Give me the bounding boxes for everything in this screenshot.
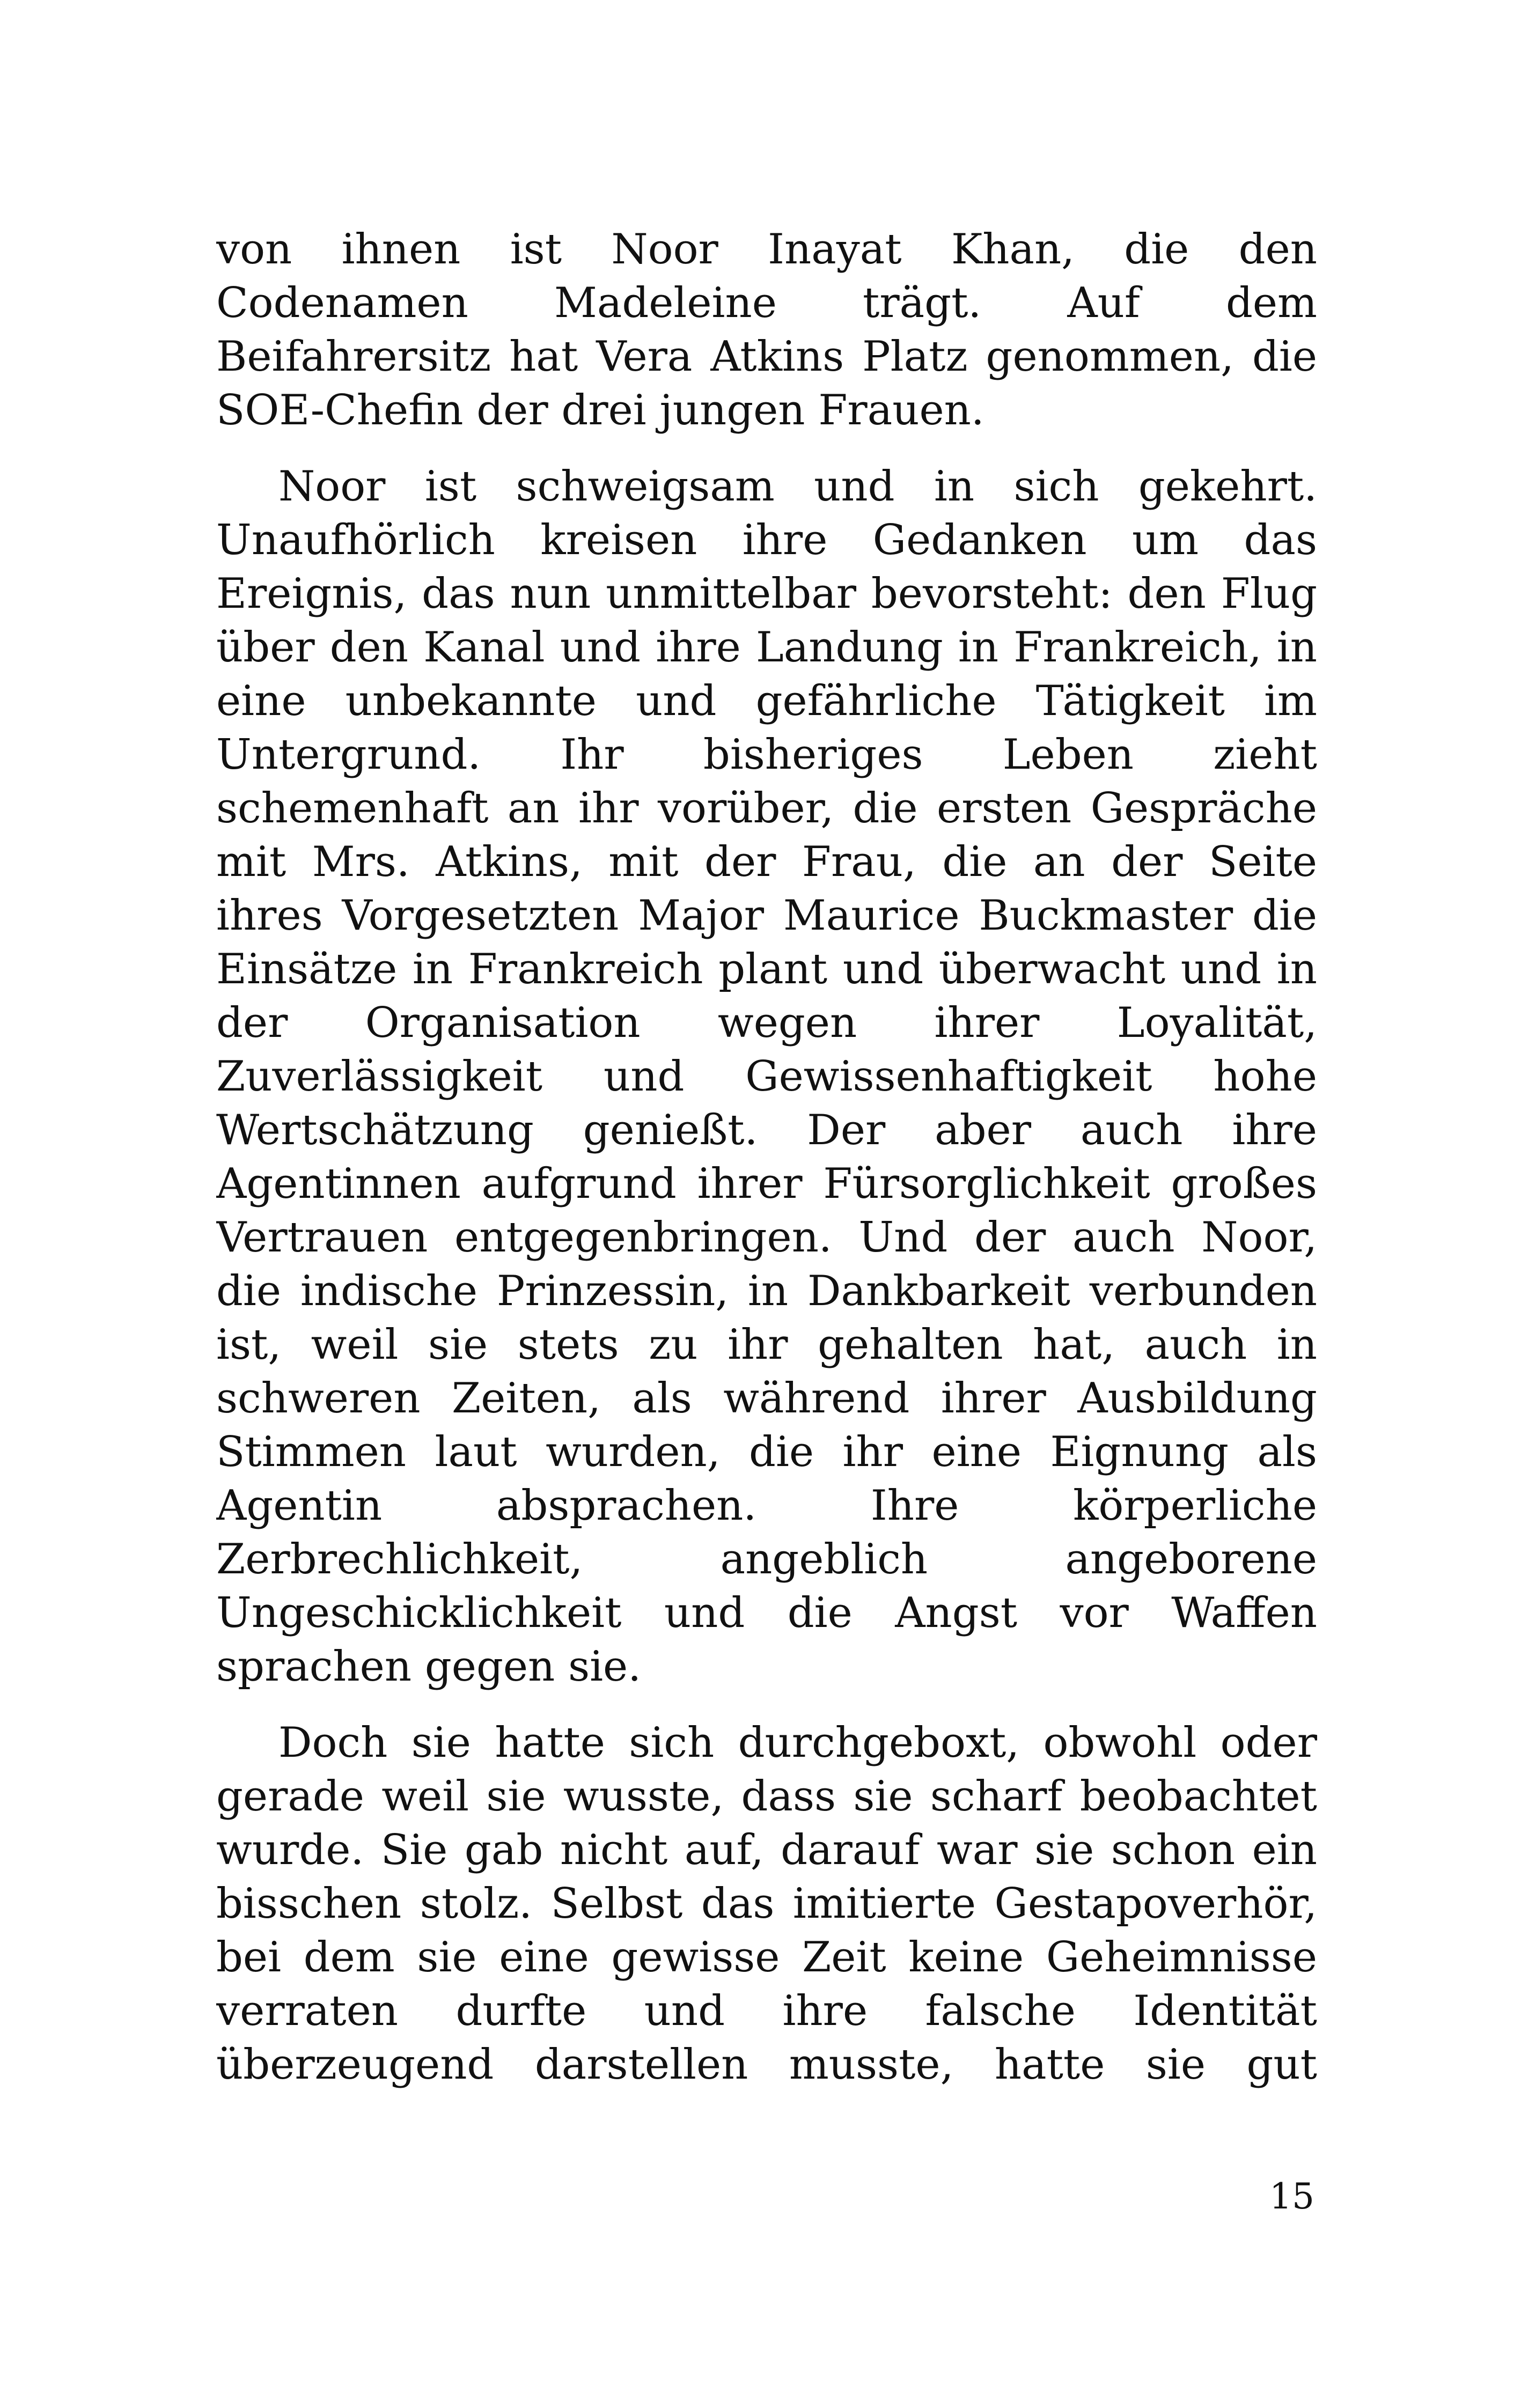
text-line: Untergrund. Ihr bisheriges Leben zieht (216, 731, 1317, 779)
text-line: Codenamen Madeleine trägt. Auf dem (216, 279, 1317, 327)
text-line: Agentinnen aufgrund ihrer Fürsorglichkeit großes (216, 1160, 1317, 1208)
text-line: eine unbekannte und gefährliche Tätigkeit im (216, 677, 1317, 725)
paragraph-1 (216, 223, 1317, 437)
text-line: SOE-Chefin der drei jungen Frauen. (216, 386, 984, 435)
text-line: Agentin absprachen. Ihre körperliche (216, 1482, 1317, 1530)
text-line: ist, weil sie stets zu ihr gehalten hat, auch in (216, 1321, 1317, 1369)
text-line: schemenhaft an ihr vorüber, die ersten Gespräche (216, 784, 1317, 833)
text-line: verraten durfte und ihre falsche Identität (216, 1987, 1317, 2035)
text-line: ihres Vorgesetzten Major Maurice Buckmaster die (216, 892, 1317, 940)
text-line: wurde. Sie gab nicht auf, darauf war sie schon ein (216, 1826, 1317, 1874)
text-line: überzeugend darstellen musste, hatte sie gut (216, 2041, 1317, 2089)
text-line: Wertschätzung genießt. Der aber auch ihre (216, 1106, 1317, 1154)
text-line: von ihnen ist Noor Inayat Khan, die den (216, 225, 1317, 274)
text-line: Ungeschicklichkeit und die Angst vor Waffen (216, 1589, 1317, 1637)
text-line: Beifahrersitz hat Vera Atkins Platz genommen, die (216, 333, 1317, 381)
text-line: Stimmen laut wurden, die ihr eine Eignung als (216, 1428, 1317, 1476)
text-line: Einsätze in Frankreich plant und überwacht und in (216, 945, 1317, 993)
text-line: Noor ist schweigsam und in sich gekehrt. (278, 462, 1317, 511)
text-line: bei dem sie eine gewisse Zeit keine Geheimnisse (216, 1933, 1317, 1982)
text-line: Zuverlässigkeit und Gewissenhaftigkeit hohe (216, 1052, 1317, 1101)
text-line: Vertrauen entgegenbringen. Und der auch Noor, (216, 1213, 1317, 1262)
paragraph-gap (216, 437, 1317, 460)
text-line: schweren Zeiten, als während ihrer Ausbildung (216, 1374, 1317, 1423)
text-line: Unaufhörlich kreisen ihre Gedanken um das (216, 516, 1317, 564)
text-line: mit Mrs. Atkins, mit der Frau, die an der Seite (216, 838, 1317, 886)
text-line: sprachen gegen sie. (216, 1643, 641, 1691)
page-number: 15 (1269, 2176, 1314, 2217)
paragraph-3 (216, 1716, 1317, 2092)
text-line: Zerbrechlichkeit, angeblich angeborene (216, 1535, 1317, 1584)
text-line: Doch sie hatte sich durchgeboxt, obwohl oder (278, 1719, 1317, 1767)
paragraph-2 (216, 460, 1317, 1693)
text-line: der Organisation wegen ihrer Loyalität, (216, 999, 1317, 1047)
text-line: Ereignis, das nun unmittelbar bevorsteht: den Flug (216, 570, 1317, 618)
text-line: gerade weil sie wusste, dass sie scharf beobachtet (216, 1772, 1317, 1821)
body-text (216, 223, 1317, 2092)
text-line: bisschen stolz. Selbst das imitierte Gestapoverhör, (216, 1880, 1317, 1928)
paragraph-gap (216, 1693, 1317, 1716)
text-line: über den Kanal und ihre Landung in Frankreich, in (216, 623, 1317, 672)
text-line: die indische Prinzessin, in Dankbarkeit verbunden (216, 1267, 1317, 1315)
